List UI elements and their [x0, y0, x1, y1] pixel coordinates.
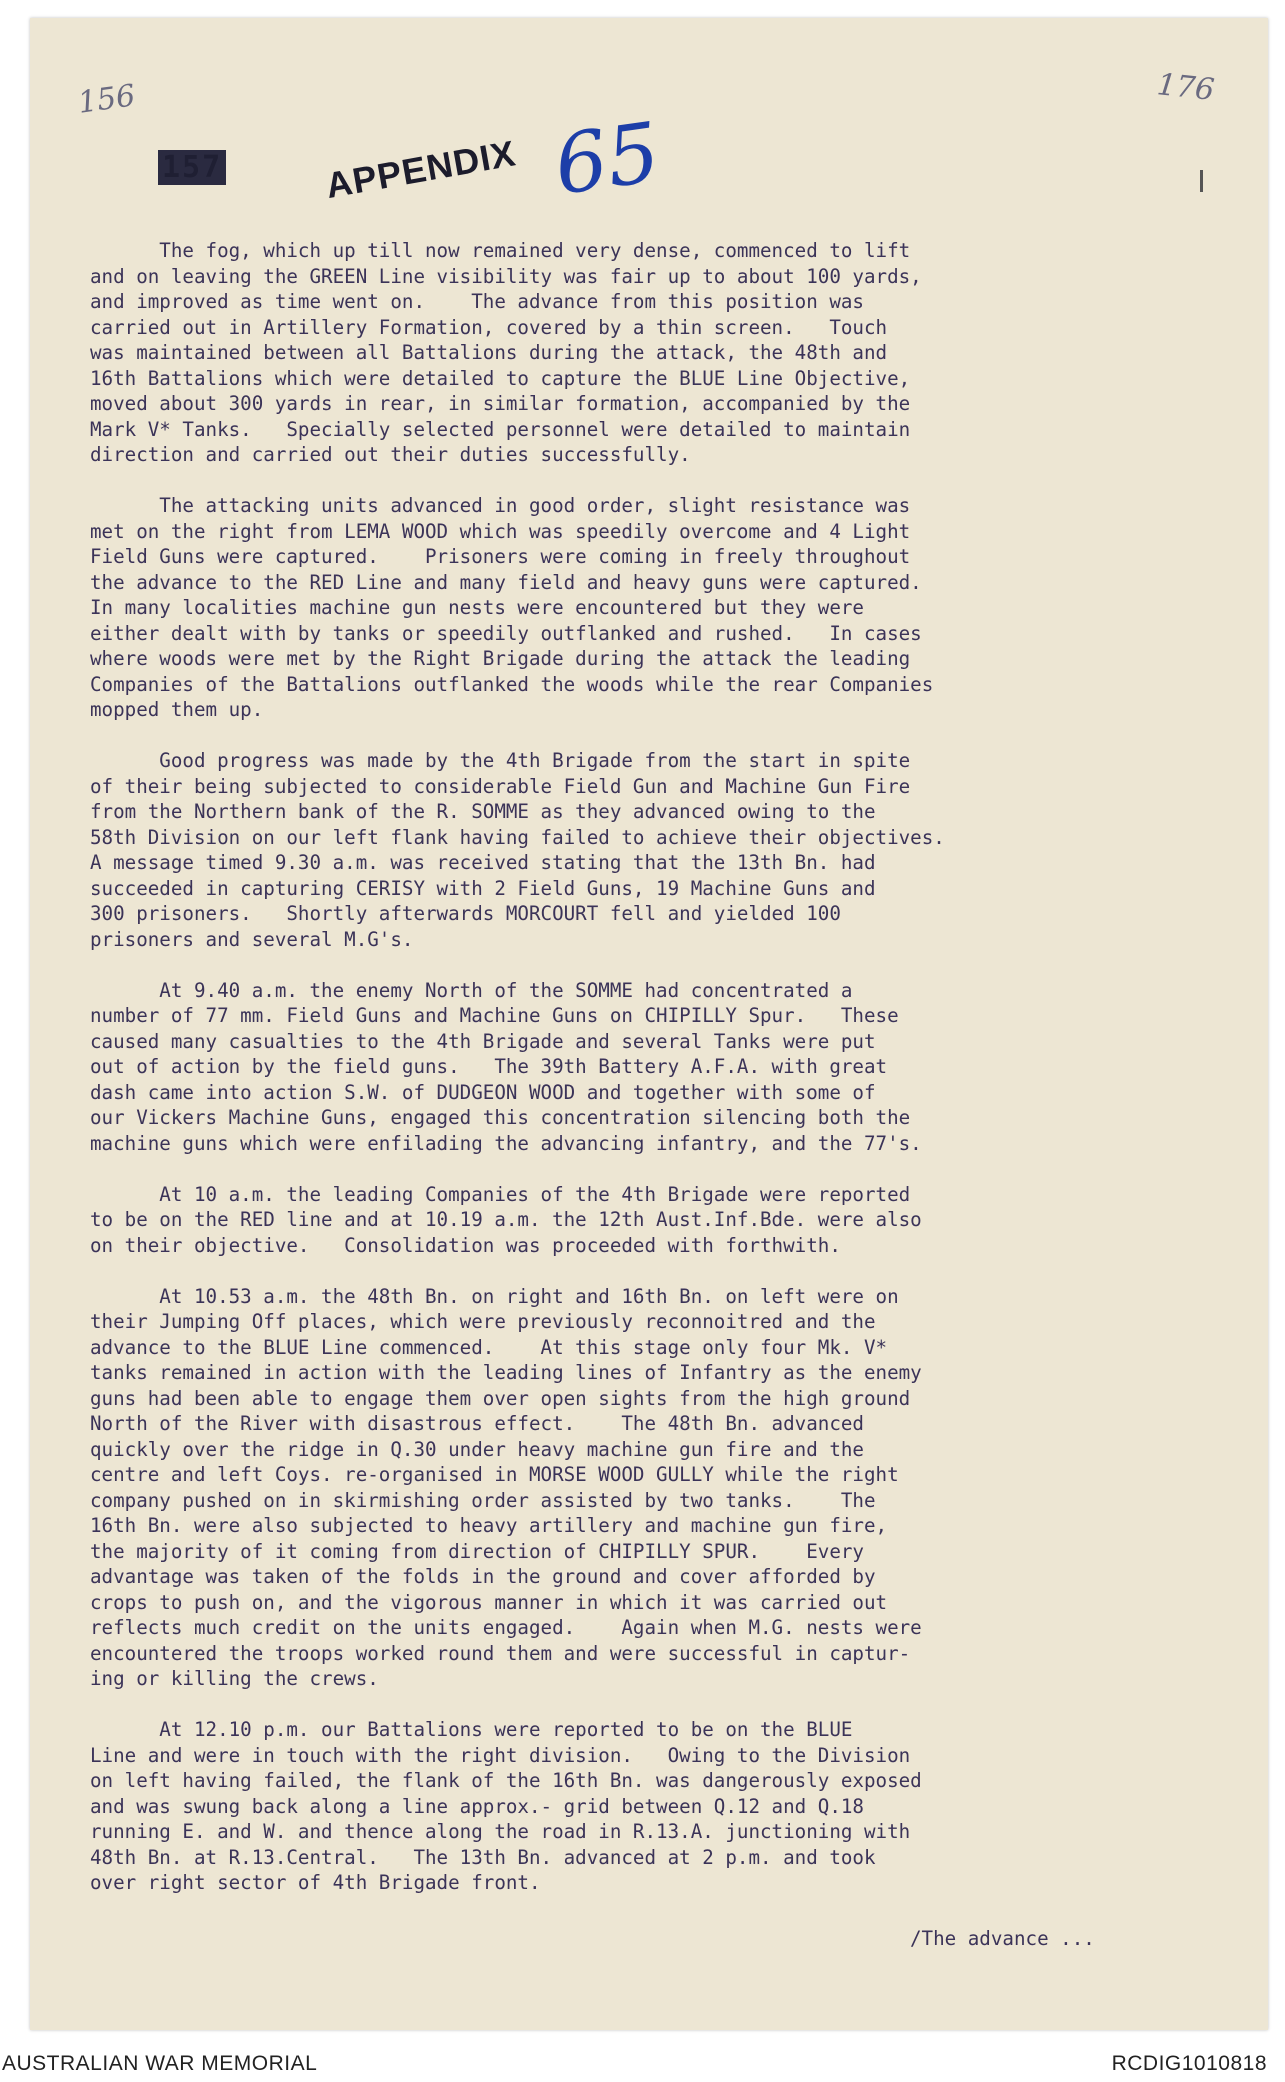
- text-line: reflects much credit on the units engaged. Again when M.G. nests were: [90, 1616, 922, 1639]
- appendix-number-handwritten: 65: [548, 105, 666, 214]
- text-line: 58th Division on our left flank having failed to achieve their objectives.: [90, 825, 945, 849]
- footer-institution: AUSTRALIAN WAR MEMORIAL: [2, 2052, 318, 2075]
- text-line: At 9.40 a.m. the enemy North of the SOMME had concentrated a: [90, 978, 853, 1002]
- text-line: North of the River with disastrous effect. The 48th Bn. advanced: [90, 1412, 864, 1435]
- folio-number-right: 176: [1155, 67, 1216, 108]
- text-line: of their being subjected to considerable Field Gun and Machine Gun Fire: [90, 774, 911, 798]
- text-line: to be on the RED line and at 10.19 a.m. the 12th Aust.Inf.Bde. were also: [90, 1208, 922, 1231]
- text-line: centre and left Coys. re-organised in MORSE WOOD GULLY while the right: [90, 1463, 899, 1486]
- paragraph: [90, 1284, 1200, 1692]
- text-line: where woods were met by the Right Brigade during the attack the leading: [90, 647, 911, 670]
- text-line: Companies of the Battalions outflanked the woods while the rear Companies: [90, 672, 934, 696]
- paragraph: [90, 748, 1200, 952]
- text-line: 48th Bn. at R.13.Central. The 13th Bn. advanced at 2 p.m. and took: [90, 1845, 876, 1869]
- text-line: Field Guns were captured. Prisoners were coming in freely throughout: [90, 545, 911, 568]
- text-line: advance to the BLUE Line commenced. At this stage only four Mk. V*: [90, 1335, 888, 1359]
- text-line: company pushed on in skirmishing order assisted by two tanks. The: [90, 1488, 876, 1512]
- text-line: carried out in Artillery Formation, covered by a thin screen. Touch: [90, 315, 888, 339]
- text-line: out of action by the field guns. The 39th Battery A.F.A. with great: [90, 1055, 888, 1078]
- text-line: At 10 a.m. the leading Companies of the 4th Brigade were reported: [90, 1182, 911, 1206]
- text-line: quickly over the ridge in Q.30 under heavy machine gun fire and the: [90, 1437, 864, 1461]
- text-line: 300 prisoners. Shortly afterwards MORCOURT fell and yielded 100: [90, 902, 841, 925]
- text-line: tanks remained in action with the leading lines of Infantry as the enemy: [90, 1361, 922, 1384]
- text-line: on left having failed, the flank of the 16th Bn. was dangerously exposed: [90, 1769, 922, 1792]
- text-line: prisoners and several M.G's.: [90, 927, 414, 951]
- text-line: met on the right from LEMA WOOD which was speedily overcome and 4 Light: [90, 519, 911, 543]
- text-line: The attacking units advanced in good order, slight resistance was: [90, 494, 911, 517]
- text-line: moved about 300 yards in rear, in similar formation, accompanied by the: [90, 392, 911, 415]
- text-line: advantage was taken of the folds in the ground and cover afforded by: [90, 1565, 876, 1588]
- text-line: encountered the troops worked round them and were successful in captur-: [90, 1641, 911, 1665]
- text-line: ing or killing the crews.: [90, 1667, 379, 1690]
- struck-out-number: 157: [158, 150, 226, 185]
- continuation-note: /The advance ...: [910, 1927, 1095, 1950]
- text-line: guns had been able to engage them over open sights from the high ground: [90, 1386, 911, 1410]
- text-line: machine guns which were enfilading the advancing infantry, and the 77's.: [90, 1131, 922, 1155]
- text-line: caused many casualties to the 4th Brigade and several Tanks were put: [90, 1029, 876, 1053]
- text-line: At 12.10 p.m. our Battalions were reported to be on the BLUE: [90, 1718, 853, 1741]
- text-line: the majority of it coming from direction of CHIPILLY SPUR. Every: [90, 1539, 864, 1563]
- appendix-stamp: APPENDIX: [322, 132, 519, 207]
- text-line: and was swung back along a line approx.- grid between Q.12 and Q.18: [90, 1794, 864, 1818]
- text-line: succeeded in capturing CERISY with 2 Field Guns, 19 Machine Guns and: [90, 876, 876, 900]
- paragraph: [90, 978, 1200, 1157]
- paragraph: [90, 238, 1200, 468]
- margin-tick-mark: [1200, 170, 1203, 192]
- text-line: our Vickers Machine Guns, engaged this concentration silencing both the: [90, 1106, 911, 1129]
- text-line: 16th Battalions which were detailed to capture the BLUE Line Objective,: [90, 366, 911, 390]
- text-line: running E. and W. and thence along the road in R.13.A. junctioning with: [90, 1820, 911, 1843]
- text-line: In many localities machine gun nests were encountered but they were: [90, 596, 864, 619]
- text-line: mopped them up.: [90, 698, 264, 721]
- text-line: either dealt with by tanks or speedily outflanked and rushed. In cases: [90, 621, 922, 645]
- text-line: the advance to the RED Line and many field and heavy guns were captured.: [90, 570, 922, 594]
- text-line: A message timed 9.30 a.m. was received stating that the 13th Bn. had: [90, 851, 876, 874]
- text-line: Line and were in touch with the right division. Owing to the Division: [90, 1743, 911, 1767]
- footer-record-id: RCDIG1010818: [1111, 2052, 1267, 2075]
- text-line: over right sector of 4th Brigade front.: [90, 1871, 541, 1894]
- text-line: Good progress was made by the 4th Brigade from the start in spite: [90, 749, 911, 772]
- folio-number-left: 156: [75, 78, 138, 121]
- text-line: Mark V* Tanks. Specially selected personnel were detailed to maintain: [90, 417, 911, 441]
- text-line: dash came into action S.W. of DUDGEON WOOD and together with some of: [90, 1080, 876, 1104]
- text-line: The fog, which up till now remained very dense, commenced to lift: [90, 239, 911, 262]
- text-line: crops to push on, and the vigorous manner in which it was carried out: [90, 1590, 888, 1614]
- text-line: their Jumping Off places, which were previously reconnoitred and the: [90, 1310, 876, 1333]
- text-line: number of 77 mm. Field Guns and Machine Guns on CHIPILLY Spur. These: [90, 1004, 899, 1027]
- paragraph: [90, 1182, 1200, 1259]
- text-line: from the Northern bank of the R. SOMME as they advanced owing to the: [90, 800, 876, 823]
- text-line: direction and carried out their duties successfully.: [90, 443, 691, 466]
- text-line: was maintained between all Battalions during the attack, the 48th and: [90, 341, 888, 364]
- text-line: on their objective. Consolidation was proceeded with forthwith.: [90, 1233, 841, 1257]
- text-line: and improved as time went on. The advance from this position was: [90, 290, 864, 313]
- paragraph: [90, 1717, 1200, 1896]
- paragraph: [90, 493, 1200, 723]
- text-line: 16th Bn. were also subjected to heavy artillery and machine gun fire,: [90, 1514, 888, 1537]
- text-line: At 10.53 a.m. the 48th Bn. on right and 16th Bn. on left were on: [90, 1284, 899, 1308]
- typed-report-body: [90, 238, 1200, 1921]
- text-line: and on leaving the GREEN Line visibility was fair up to about 100 yards,: [90, 264, 922, 288]
